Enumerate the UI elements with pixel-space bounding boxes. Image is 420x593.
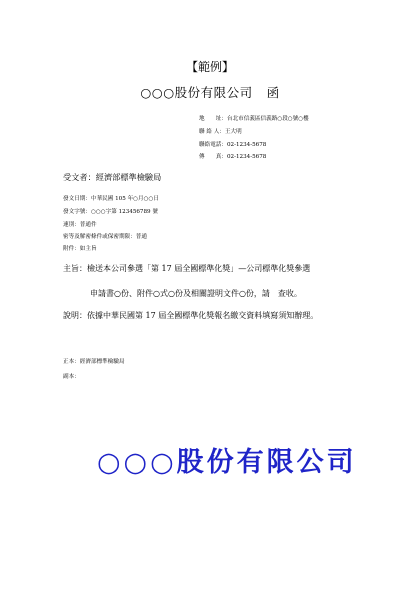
sender-phone-label: 聯絡電話：: [199, 142, 227, 148]
sender-contact: [199, 130, 242, 136]
sender-fax-value: 02-1234-5678: [226, 154, 267, 160]
document-title: 【範例】: [185, 60, 234, 74]
recipient: 受文者：經濟部標準檢驗局: [63, 172, 162, 182]
sender-address-value: 台北市信義區信義路○段○號○樓: [226, 116, 309, 122]
urgency: 速別：普通件: [63, 222, 97, 228]
sender-address: [199, 117, 309, 123]
original-recipient: 正本：經濟部標準檢驗局: [63, 359, 125, 365]
document-number: 發文字號：○○○字第 123456789 號: [63, 209, 158, 215]
subject-line-2: 申請書○份、附件○式○份及相關證明文件○份，請 查收。: [90, 289, 302, 298]
company-name: ○○○股份有限公司: [140, 85, 253, 100]
sender-phone: [199, 143, 266, 149]
letterhead: [0, 83, 420, 101]
issue-date: 發文日期：中華民國 105 年○月○○日: [63, 196, 160, 202]
sender-contact-label: 聯 絡 人：: [199, 129, 225, 135]
copy-recipient: 副本：: [63, 374, 80, 380]
confidentiality: 密等及解密條件或保密期限：普通: [63, 234, 147, 240]
sender-fax: [199, 155, 266, 161]
attachment: 附件：如主旨: [63, 246, 97, 252]
company-seal: ○○○股份有限公司: [97, 447, 357, 478]
document-type: 函: [266, 85, 280, 100]
sender-contact-value: 王大明: [224, 129, 242, 135]
subject-line-1: 主旨：檢送本公司參選「第 17 屆全國標準化獎」—公司標準化獎參選: [63, 264, 311, 273]
sender-fax-label: 傳 真：: [199, 154, 227, 160]
sender-address-label: 地 址：: [199, 116, 227, 122]
sender-phone-value: 02-1234-5678: [226, 142, 267, 148]
explanation: 說明：依據中華民國第 17 屆全國標準化獎報名繳交資料填寫須知辦理。: [63, 311, 319, 320]
